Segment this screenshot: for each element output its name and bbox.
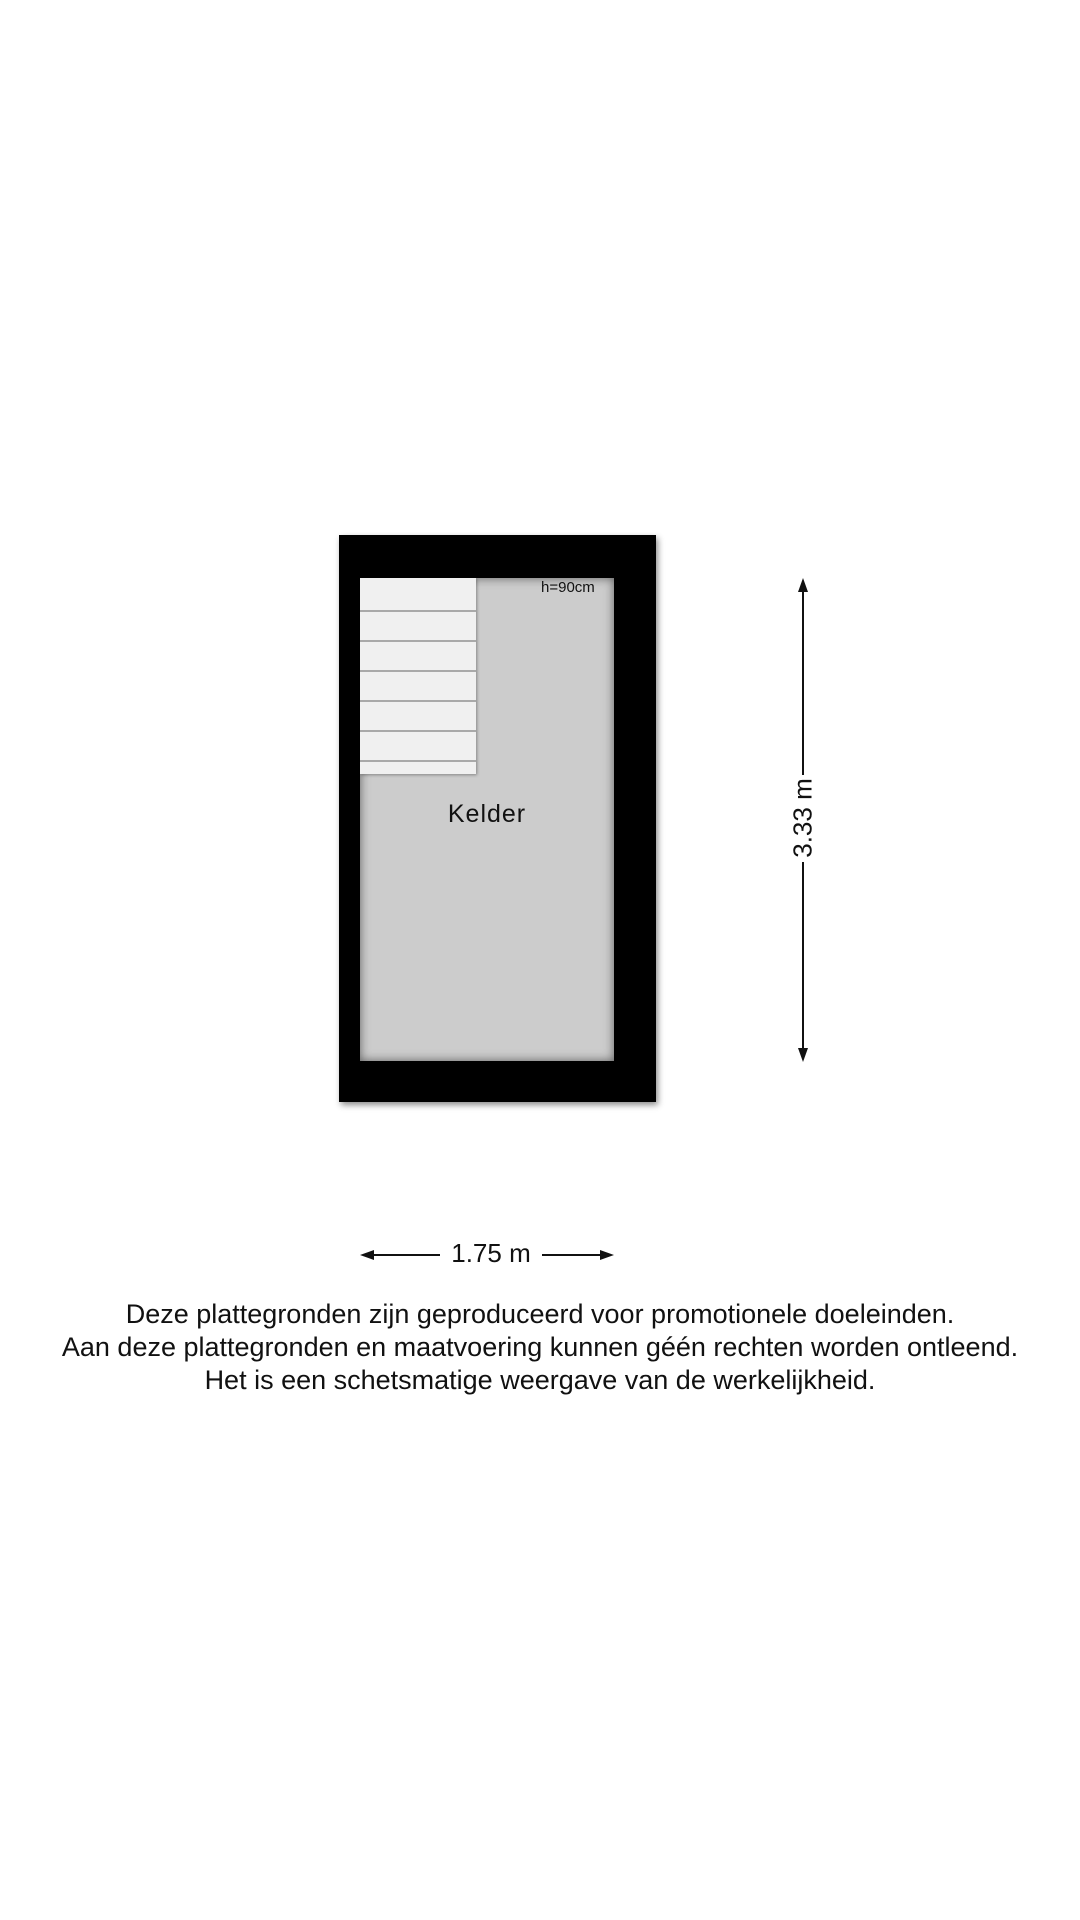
vertical-dimension-line [802, 590, 804, 775]
disclaimer [0, 1298, 1080, 1397]
ceiling-height-note: h=90cm [541, 579, 595, 596]
room-label: Kelder [447, 800, 527, 828]
horizontal-dimension-line [542, 1254, 602, 1256]
disclaimer-line: Aan deze plattegronden en maatvoering kunnen géén rechten worden ontleend. [61, 1332, 1019, 1362]
vertical-dimension-label: 3.33 m [787, 778, 818, 858]
horizontal-dimension-line [372, 1254, 440, 1256]
staircase [360, 578, 476, 774]
stair-step-line [360, 640, 476, 642]
stair-step-line [360, 730, 476, 732]
stair-step-line [360, 760, 476, 762]
vertical-dimension-line [802, 862, 804, 1050]
stair-step-line [360, 670, 476, 672]
stair-step-line [360, 700, 476, 702]
stair-step-line [360, 610, 476, 612]
horizontal-dimension-label: 1.75 m [451, 1238, 531, 1268]
arrow-down-icon [798, 1048, 808, 1062]
disclaimer-line: Het is een schetsmatige weergave van de werkelijkheid. [204, 1365, 876, 1395]
arrow-right-icon [600, 1250, 614, 1260]
disclaimer-line: Deze plattegronden zijn geproduceerd voor promotionele doeleinden. [125, 1299, 955, 1329]
